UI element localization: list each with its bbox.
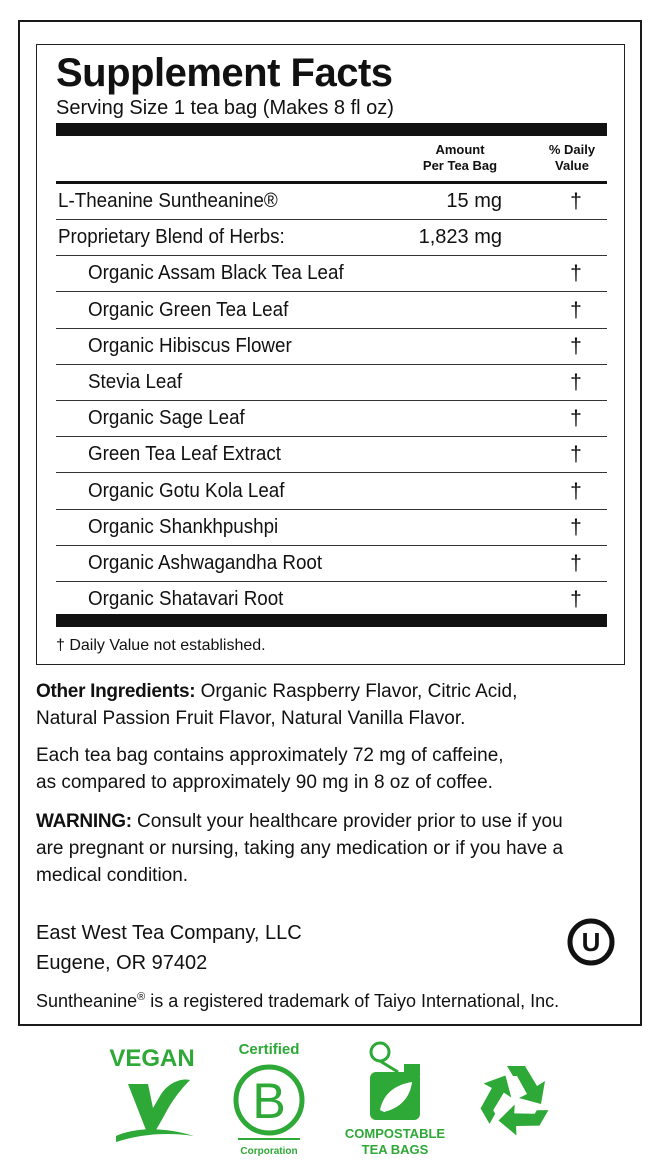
table-row xyxy=(56,365,607,401)
facts-bottom-bar xyxy=(56,614,607,627)
daily-value-column-header: % Daily Value xyxy=(548,142,596,173)
daily-value-dagger: † xyxy=(570,407,582,431)
amount-column-header: Amount Per Tea Bag xyxy=(422,142,498,173)
kosher-ou-icon xyxy=(567,918,615,966)
b-corp-badge xyxy=(226,1038,312,1164)
warning-label: WARNING: xyxy=(36,811,132,832)
table-row xyxy=(56,546,607,582)
svg-text:Certified: Certified xyxy=(238,1041,300,1058)
daily-value-dagger: † xyxy=(570,552,582,575)
ingredient-name: Organic Shankhpushpi xyxy=(88,515,279,538)
svg-text:B: B xyxy=(252,1073,286,1129)
ingredient-name: Organic Gotu Kola Leaf xyxy=(88,479,285,502)
daily-value-dagger: † xyxy=(570,443,582,467)
serving-size: Serving Size 1 tea bag (Makes 8 fl oz) xyxy=(56,97,394,119)
ingredient-name: Organic Assam Black Tea Leaf xyxy=(88,262,344,285)
daily-value-dagger: † xyxy=(570,334,582,358)
table-row xyxy=(56,256,607,292)
ingredient-amount: 1,823 mg xyxy=(418,226,502,249)
table-row xyxy=(56,329,607,365)
table-row xyxy=(56,401,607,437)
facts-top-bar xyxy=(56,123,607,136)
table-row xyxy=(56,437,607,473)
daily-value-dagger: † xyxy=(570,479,582,503)
svg-text:Corporation: Corporation xyxy=(240,1146,298,1157)
table-row xyxy=(56,184,607,220)
tea-bag-leaf-icon xyxy=(370,1043,420,1120)
vegan-v-leaf-icon xyxy=(128,1080,190,1130)
daily-value-dagger: † xyxy=(570,371,582,394)
svg-text:VEGAN: VEGAN xyxy=(109,1045,195,1072)
company-city: Eugene, OR 97402 xyxy=(36,952,208,974)
ingredient-amount: 15 mg xyxy=(446,190,502,212)
supplement-facts-panel xyxy=(36,44,625,665)
company-address xyxy=(36,918,302,978)
daily-value-dagger: † xyxy=(570,262,582,286)
trademark-notice: Suntheanine® is a registered trademark of Taiyo International, Inc. xyxy=(36,991,560,1011)
daily-value-footnote: † Daily Value not established. xyxy=(56,637,266,654)
company-name: East West Tea Company, LLC xyxy=(36,922,302,944)
ingredient-name: Organic Shatavari Root xyxy=(88,588,284,611)
ingredient-name: Green Tea Leaf Extract xyxy=(88,443,281,466)
table-row xyxy=(56,582,607,618)
recycle-icon xyxy=(470,1038,560,1164)
daily-value-dagger: † xyxy=(570,515,582,539)
ingredient-name: Organic Hibiscus Flower xyxy=(88,334,292,357)
svg-text:U: U xyxy=(581,927,601,957)
table-row xyxy=(56,293,607,329)
other-ingredients-label: Other Ingredients: xyxy=(36,681,196,702)
table-row xyxy=(56,220,607,256)
warning-statement: WARNING: Consult your healthcare provider prior to use if you are pregnant or nursing, taking any medication or if you have a medical condition. xyxy=(36,811,564,886)
vegan-badge xyxy=(98,1038,206,1164)
ingredient-name: Organic Green Tea Leaf xyxy=(88,298,289,321)
daily-value-dagger: † xyxy=(570,588,582,612)
ingredient-name: Organic Ashwagandha Root xyxy=(88,552,323,574)
table-row xyxy=(56,474,607,510)
svg-text:TEA BAGS: TEA BAGS xyxy=(361,1142,429,1157)
ingredient-name: Stevia Leaf xyxy=(88,371,183,393)
caffeine-statement: Each tea bag contains approximately 72 mg of caffeine, as compared to approximately 90 mg in 8 oz of coffee. xyxy=(36,745,504,793)
svg-text:COMPOSTABLE: COMPOSTABLE xyxy=(344,1126,446,1141)
other-ingredients: Other Ingredients: Organic Raspberry Flavor, Citric Acid, Natural Passion Fruit Flavor, Natural Vanilla Flavor. xyxy=(36,681,518,729)
daily-value-dagger: † xyxy=(570,190,582,213)
table-row xyxy=(56,510,607,546)
facts-title: Supplement Facts xyxy=(56,51,393,95)
ingredient-name: Organic Sage Leaf xyxy=(88,407,245,430)
ingredient-name: Proprietary Blend of Herbs: xyxy=(58,226,285,249)
daily-value-dagger: † xyxy=(570,298,582,322)
ingredient-name: L-Theanine Suntheanine® xyxy=(58,190,278,212)
compostable-tea-bags-badge xyxy=(340,1038,450,1164)
